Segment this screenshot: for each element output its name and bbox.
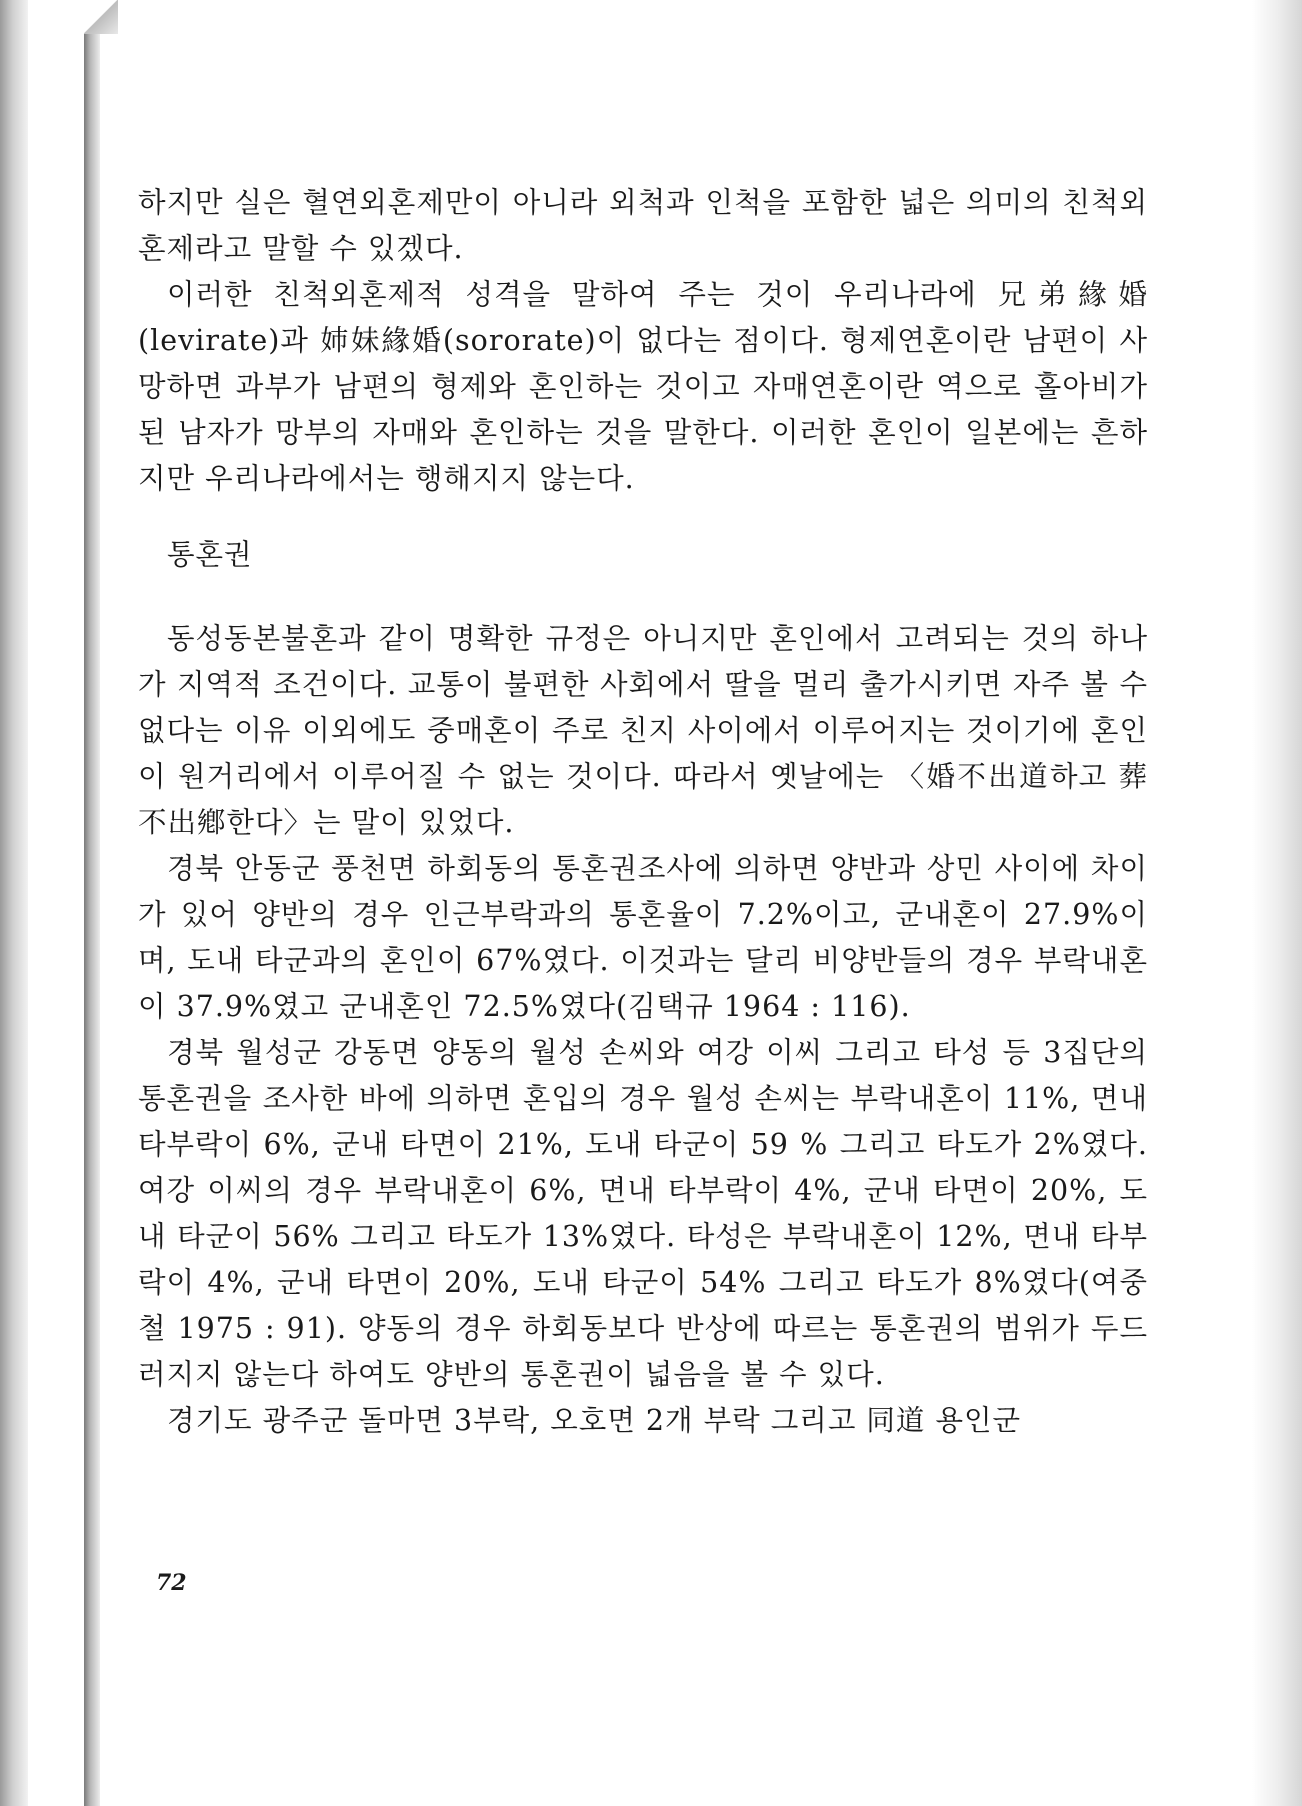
paragraph-2: 이러한 친척외혼제적 성격을 말하여 주는 것이 우리나라에 兄弟緣婚(levirate)과 姉妹緣婚(sororate)이 없다는 점이다. 형제연혼이란 남편이 사망하면 과부가 남편의 형제와 혼인하는 것이고 자매연혼이란 역으로 홀아비가 된 남자가 망부의 자매와 혼인하는 것을 말한다. 이러한 혼인이 일본에는 흔하지만 우리나라에서는 행해지지 않는다.: [138, 278, 1148, 495]
paragraph-1: 하지만 실은 혈연외혼제만이 아니라 외척과 인척을 포함한 넓은 의미의 친척외혼제라고 말할 수 있겠다.: [138, 186, 1148, 265]
paragraph-4: 경북 안동군 풍천면 하회동의 통혼권조사에 의하면 양반과 상민 사이에 차이가 있어 양반의 경우 인근부락과의 통혼율이 7.2%이고, 군내혼이 27.9%이며, 도내 타군과의 혼인이 67%였다. 이것과는 달리 비양반들의 경우 부락내혼이 37.9%였고 군내혼인 72.5%였다(김택규 1964 : 116).: [138, 852, 1148, 1023]
page-corner-fold: [84, 0, 118, 34]
page-left-edge: [84, 0, 100, 1806]
paragraph-3: 동성동본불혼과 같이 명확한 규정은 아니지만 혼인에서 고려되는 것의 하나가 지역적 조건이다. 교통이 불편한 사회에서 딸을 멀리 출가시키면 자주 볼 수 없다는 이유 이외에도 중매혼이 주로 친지 사이에서 이루어지는 것이기에 혼인이 원거리에서 이루어질 수 없는 것이다. 따라서 옛날에는 〈婚不出道하고 葬不出鄕한다〉는 말이 있었다.: [138, 622, 1148, 839]
section-heading: 통혼권: [167, 538, 253, 571]
right-background-shadow: [1252, 0, 1302, 1806]
page-number: 72: [156, 1570, 187, 1596]
paragraph-6: 경기도 광주군 돌마면 3부락, 오호면 2개 부락 그리고 同道 용인군: [167, 1404, 1022, 1437]
page-body-text: [138, 180, 1148, 1444]
paragraph-5: 경북 월성군 강동면 양동의 월성 손씨와 여강 이씨 그리고 타성 등 3집단의 통혼권을 조사한 바에 의하면 혼입의 경우 월성 손씨는 부락내혼이 11%, 면내 타부락이 6%, 군내 타면이 21%, 도내 타군이 59 % 그리고 타도가 2%였다. 여강 이씨의 경우 부락내혼이 6%, 면내 타부락이 4%, 군내 타면이 20%, 도내 타군이 56% 그리고 타도가 13%였다. 타성은 부락내혼이 12%, 면내 타부락이 4%, 군내 타면이 20%, 도내 타군이 54% 그리고 타도가 8%였다(여중철 1975 : 91). 양동의 경우 하회동보다 반상에 따르는 통혼권의 범위가 두드러지지 않는다 하여도 양반의 통혼권이 넓음을 볼 수 있다.: [138, 1036, 1148, 1391]
left-background-shadow: [0, 0, 28, 1806]
